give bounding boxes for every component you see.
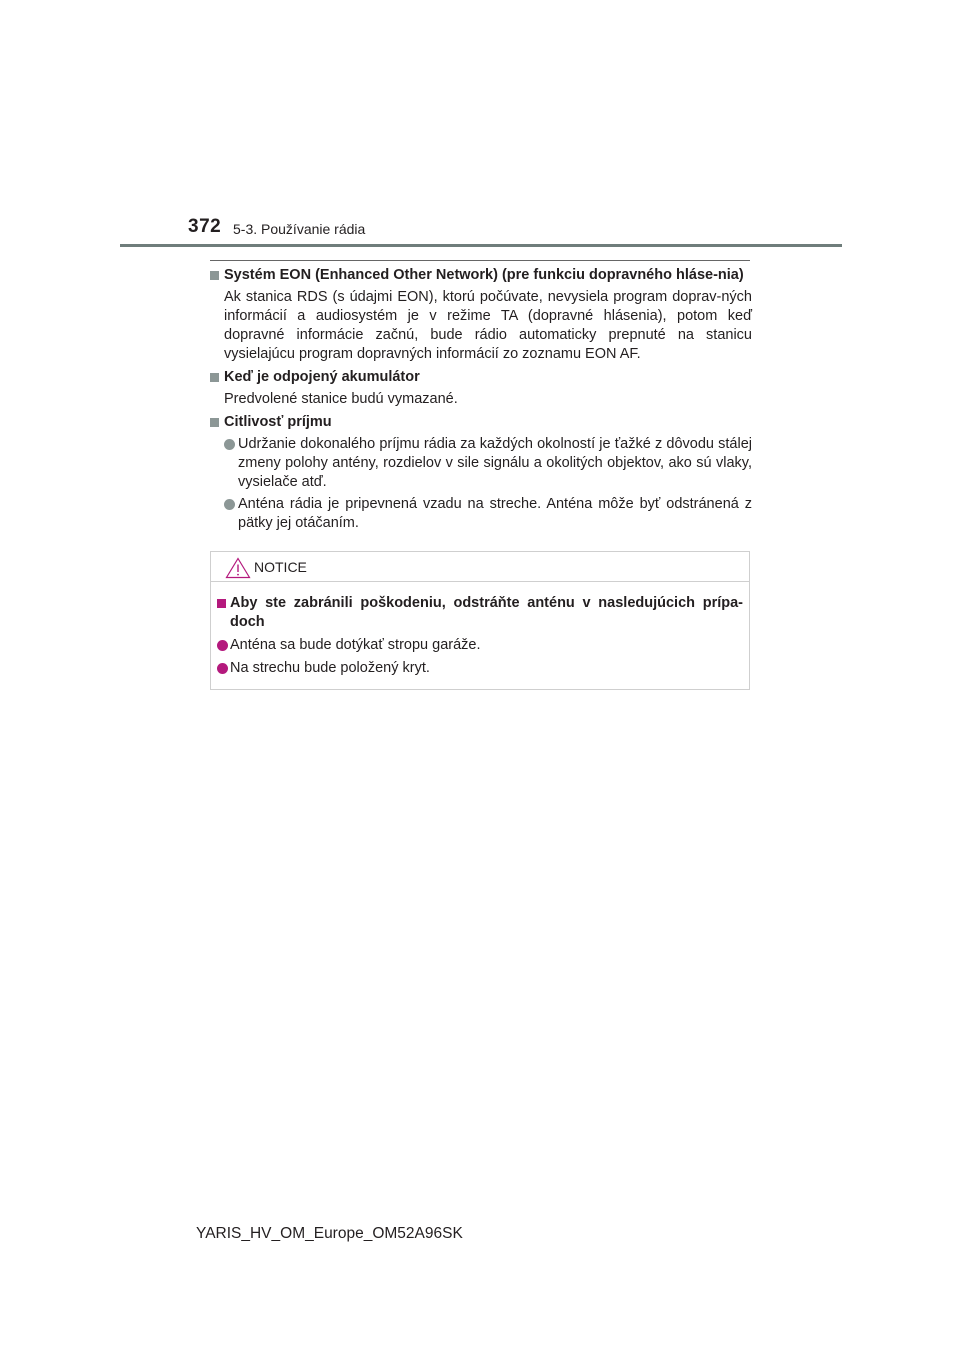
square-bullet-icon: [217, 599, 226, 608]
section-heading: Keď je odpojený akumulátor: [224, 369, 420, 385]
page-header: [0, 0, 960, 250]
list-item-text: Anténa sa bude dotýkať stropu garáže.: [230, 637, 481, 653]
notice-label: NOTICE: [254, 559, 307, 575]
list-item-text: Anténa rádia je pripevnená vzadu na streche. Anténa môže byť odstránená z pätky jej otáčaním.: [238, 496, 752, 531]
circle-bullet-icon: [224, 499, 235, 510]
list-item: [217, 659, 743, 678]
notice-section: [217, 594, 743, 632]
main-content: [210, 266, 752, 533]
section-eon: [210, 266, 752, 364]
notice-body: [211, 582, 749, 678]
circle-bullet-icon: [217, 663, 228, 674]
section-heading: Citlivosť príjmu: [224, 414, 332, 430]
section-title: 5-3. Používanie rádia: [233, 221, 366, 237]
section-battery: [210, 368, 752, 409]
section-reception: [210, 413, 752, 533]
section-paragraph: Predvolené stanice budú vymazané.: [224, 391, 458, 407]
list-item-text: Na strechu bude položený kryt.: [230, 660, 430, 676]
circle-bullet-icon: [217, 640, 228, 651]
notice-header: [211, 552, 749, 582]
notice-heading: Aby ste zabránili poškodeniu, odstráňte anténu v nasledujúcich prípa-doch: [230, 595, 743, 630]
notice-box: [210, 551, 750, 690]
list-item: [217, 636, 743, 655]
square-bullet-icon: [210, 373, 219, 382]
list-item: [224, 495, 752, 533]
content-divider: [210, 260, 750, 261]
square-bullet-icon: [210, 418, 219, 427]
square-bullet-icon: [210, 271, 219, 280]
section-paragraph: Ak stanica RDS (s údajmi EON), ktorú počúvate, nevysiela program doprav-ných informácií a audiosystém je v režime TA (dopravné hlásenia), potom keď dopravné informácie začnú, bude rádio automaticky prepnuté na stanicu vysielajúcu program dopravných informácií zo zoznamu EON AF.: [224, 289, 752, 362]
list-item: [224, 435, 752, 492]
section-heading: Systém EON (Enhanced Other Network) (pre funkciu dopravného hláse-nia): [224, 267, 744, 283]
footer-doc-code: YARIS_HV_OM_Europe_OM52A96SK: [196, 1225, 463, 1242]
list-item-text: Udržanie dokonalého príjmu rádia za každých okolností je ťažké z dôvodu stálej zmeny polohy antény, rozdielov v sile signálu a okolitých objektov, ako sú vlaky, vysielače atď.: [238, 436, 752, 490]
warning-triangle-icon: [225, 557, 251, 579]
circle-bullet-icon: [224, 439, 235, 450]
header-rule: [120, 244, 842, 247]
page-number: 372: [188, 216, 222, 237]
